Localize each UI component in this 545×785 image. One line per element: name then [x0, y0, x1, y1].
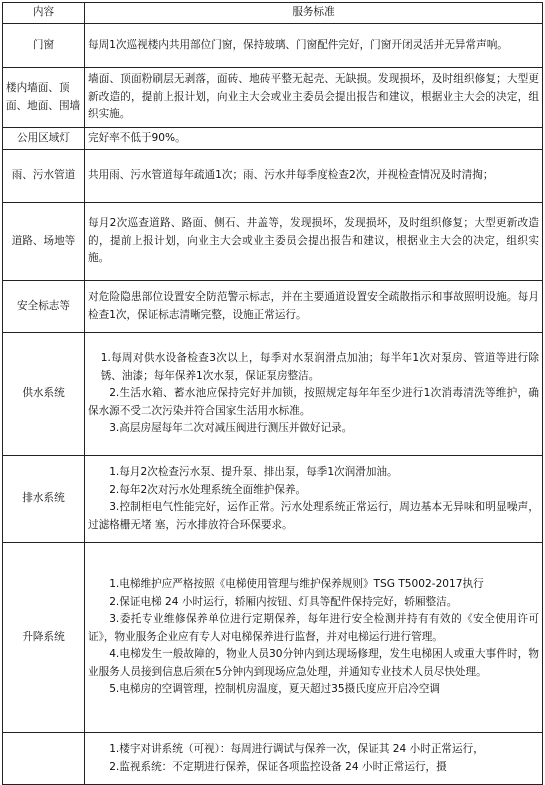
standard-line: 5.电梯房的空调管理，控制机房温度，夏天超过35摄氏度应开启冷空调	[109, 683, 440, 696]
category-cell: 雨、污水管道	[3, 150, 85, 203]
category-cell	[3, 733, 85, 785]
standard-line: 2.保证电梯 24 小时运行，轿厢内按钮、灯具等配件保持完好，轿厢整洁。	[109, 595, 458, 608]
standard-line: 3.控制柜电气性能完好，运作正常。污水处理系统正常运行，周边基本无异味和明显噪声，过滤格栅无堵 塞，污水排放符合环保要求。	[88, 501, 539, 531]
service-standard-table	[2, 2, 543, 785]
standard-line: 4.电梯发生一般故障的，物业人员30分钟内到达现场修理，发生电梯困人或重大事件时，物业服务人员接到信息后须在5分钟内到现场应急处理，并通知专业技术人员尽快处理。	[88, 648, 539, 678]
standard-cell	[85, 150, 543, 203]
standard-line: 2.监视系统：不定期进行保养，保证各项监控设备 24 小时正常运行，摄	[109, 760, 447, 773]
header-standard: 服务标准	[85, 3, 543, 24]
table-row-doors-windows	[3, 24, 543, 68]
standard-cell	[85, 333, 543, 456]
header-content: 内容	[3, 3, 85, 24]
category-cell: 道路、场地等	[3, 203, 85, 281]
standard-line: 共用雨、污水管道每年疏通1次；雨、污水井每季度检查2次，并视检查情况及时清掏；	[88, 169, 494, 182]
category-cell: 升降系统	[3, 543, 85, 733]
standard-line: 对危险隐患部位设置安全防范警示标志，并在主要通道设置安全疏散指示和事故照明设施。每月检查1次，保证标志清晰完整，设施正常运行。	[88, 291, 539, 321]
standard-line: 墙面、顶面粉刷层无剥落，面砖、地砖平整无起壳、无缺损。发现损坏，及时组织修复；大型更新改造的，提前上报计划，向业主大会或业主委员会提出报告和建议，根据业主大会的决定，组织实施。	[88, 73, 539, 121]
standard-cell	[85, 281, 543, 333]
standard-line: 2.生活水箱、蓄水池应保持完好并加锁，按照规定每年年至少进行1次消毒清洗等维护，确保水源不受二次污染并符合国家生活用水标准。	[88, 387, 539, 417]
category-cell: 门窗	[3, 24, 85, 68]
table-row-safety-signs	[3, 281, 543, 333]
category-cell: 公用区域灯	[3, 128, 85, 150]
standard-cell	[85, 733, 543, 785]
table-row-water-supply	[3, 333, 543, 456]
standard-line: 完好率不低于90%。	[88, 131, 186, 144]
standard-line: 1.每周对供水设备检查3次以上，每季对水泵润滑点加油；每半年1次对泵房、管道等进行除锈、油漆；每年保养1次水泵，保证泵房整洁。	[100, 352, 539, 382]
standard-line: 2.每年2次对污水处理系统全面维护保养。	[109, 483, 307, 496]
table-row-roads	[3, 203, 543, 281]
category-cell: 供水系统	[3, 333, 85, 456]
standard-cell	[85, 128, 543, 150]
category-cell: 楼内墙面、顶面、地面、围墙	[3, 68, 85, 128]
standard-line: 每月2次巡查道路、路面、侧石、井盖等，发现损坏，发现损坏，及时组织修复；大型更新改造的，提前上报计划，向业主大会或业主委员会提出报告和建议，根据业主大会的决定，组织实施。	[88, 217, 539, 265]
standard-cell	[85, 68, 543, 128]
table-row-security-systems	[3, 733, 543, 785]
standard-line: 3.高层房屋每年二次对减压阀进行测压并做好记录。	[109, 422, 353, 435]
standard-line: 每周1次巡视楼内共用部位门窗，保持玻璃、门窗配件完好，门窗开闭灵活并无异常声响。	[88, 38, 508, 51]
table-row-walls	[3, 68, 543, 128]
standard-cell	[85, 543, 543, 733]
standard-line: 1.楼宇对讲系统（可视）：每周进行调试与保养一次，保证其 24 小时正常运行，	[109, 743, 484, 755]
table-row-lights	[3, 128, 543, 150]
standard-cell	[85, 203, 543, 281]
table-row-drainage-pipes	[3, 150, 543, 203]
header-row	[3, 3, 543, 24]
standard-cell	[85, 456, 543, 543]
table-row-drainage-system	[3, 456, 543, 543]
standard-cell	[85, 24, 543, 68]
standard-line: 1.电梯维护应严格按照《电梯使用管理与维护保养规则》TSG T5002-2017执行	[109, 578, 484, 591]
standard-line: 1.每月2次检查污水泵、提升泵、排出泵，每季1次润滑加油。	[109, 466, 398, 478]
table-row-elevator	[3, 543, 543, 733]
category-cell: 安全标志等	[3, 281, 85, 333]
standard-line: 3.委托专业维修保养单位进行定期保养，每年进行安全检测并持有有效的《安全使用许可证》，物业服务企业应有专人对电梯保养进行监督，并对电梯运行进行管理。	[88, 613, 539, 643]
category-cell: 排水系统	[3, 456, 85, 543]
